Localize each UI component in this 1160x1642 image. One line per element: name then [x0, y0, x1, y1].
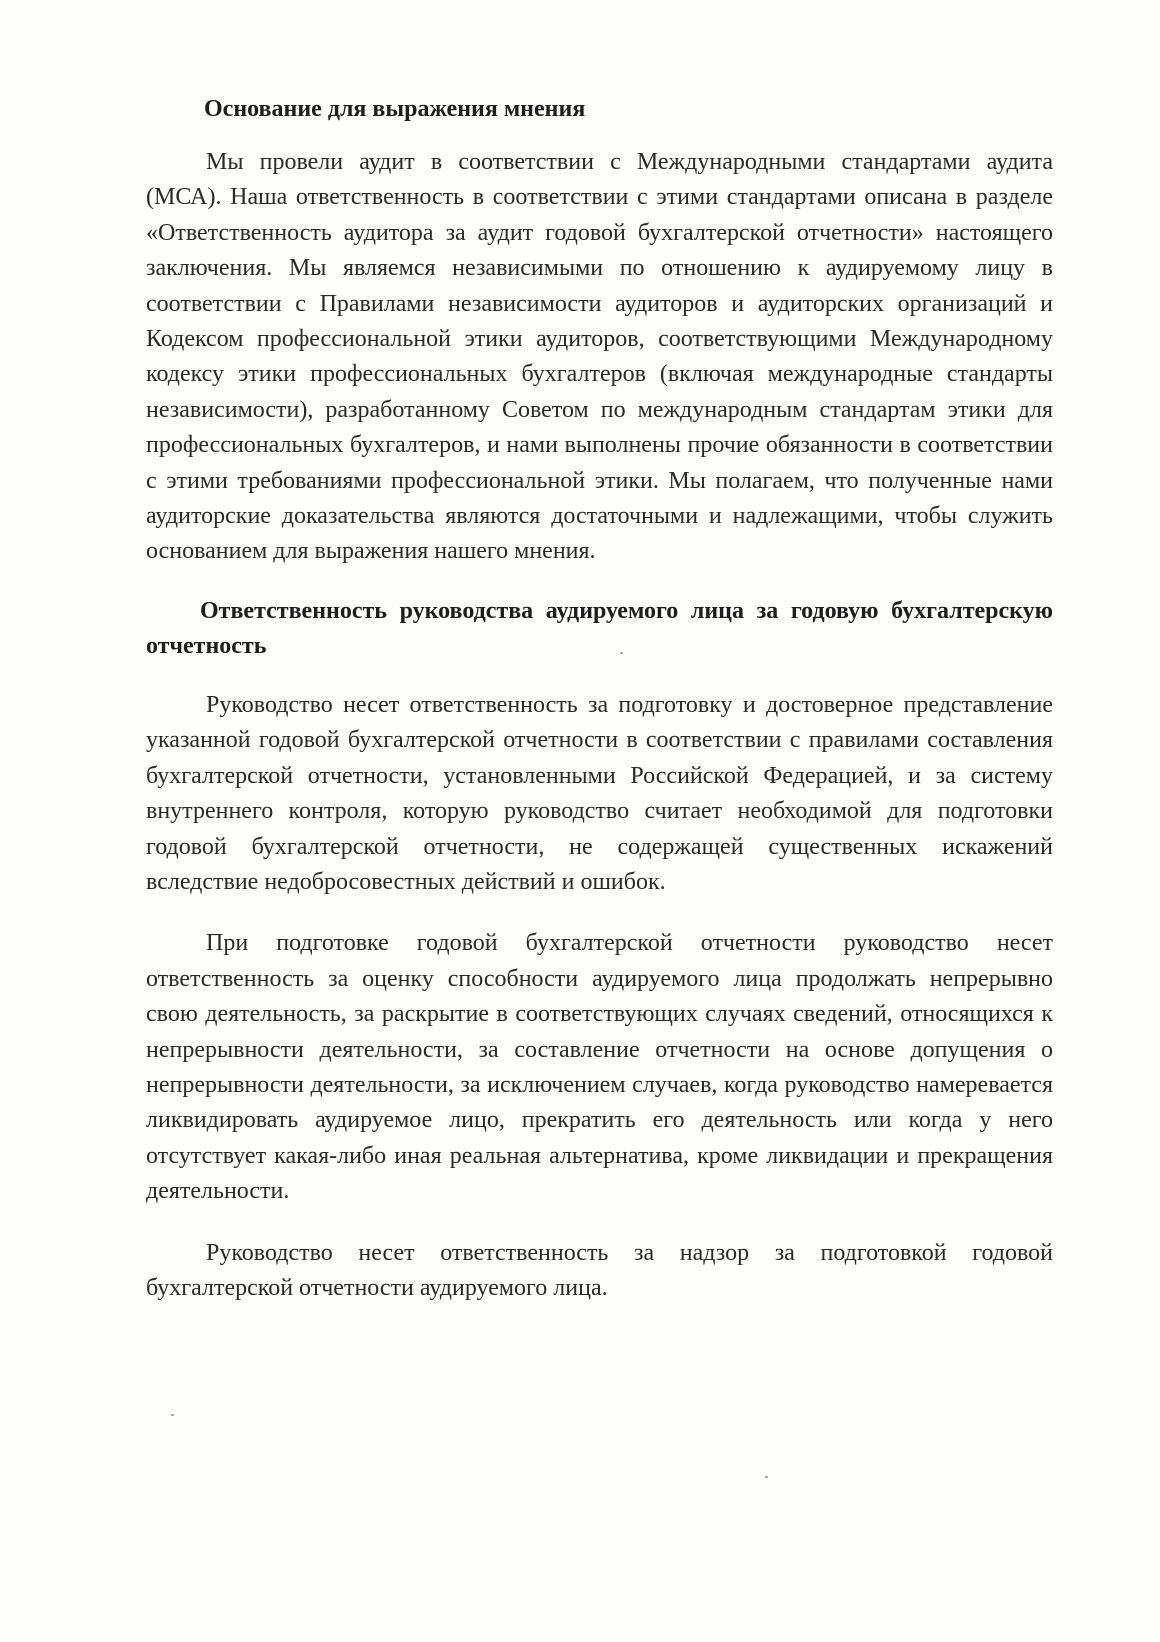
paragraph-management-responsibility-2: При подготовке годовой бухгалтерской отчетности руководство несет ответственность за оценку способности аудируемого лица продолжать непрерывно свою деятельность, за раскрытие в соответствующих случаях сведений, относящихся к непрерывности деятельности, за составление отчетности на основе допущения о непрерывности деятельности, за исключением случаев, когда руководство намеревается ликвидировать аудируемое лицо, прекратить его деятельность или когда у него отсутствует какая-либо иная реальная альтернатива, кроме ликвидации и прекращения деятельности.: [146, 930, 1053, 1205]
scan-speck: [765, 1476, 768, 1478]
section-heading-basis-for-opinion: Основание для выражения мнения: [204, 96, 586, 122]
paragraph-management-responsibility-1: Руководство несет ответственность за подготовку и достоверное представление указанной годовой бухгалтерской отчетности в соответствии с правилами составления бухгалтерской отчетности, установленными Российской Федерацией, и за систему внутреннего контроля, которую руководство считает необходимой для подготовки годовой бухгалтерской отчетности, не содержащей существенных искажений вследствие недобросовестных действий и ошибок.: [146, 691, 1053, 895]
paragraph-basis-for-opinion: Мы провели аудит в соответствии с Международными стандартами аудита (МСА). Наша ответственность в соответствии с этими стандартами описана в разделе «Ответственность аудитора за аудит годовой бухгалтерской отчетности» настоящего заключения. Мы являемся независимыми по отношению к аудируемому лицу в соответствии с Правилами независимости аудиторов и аудиторских организаций и Кодексом профессиональной этики аудиторов, соответствующими Международному кодексу этики профессиональных бухгалтеров (включая международные стандарты независимости), разработанному Советом по международным стандартам этики для профессиональных бухгалтеров, и нами выполнены прочие обязанности в соответствии с этими требованиями профессиональной этики. Мы полагаем, что полученные нами аудиторские доказательства являются достаточными и надлежащими, чтобы служить основанием для выражения нашего мнения.: [146, 149, 1053, 565]
scan-speck: [620, 652, 623, 654]
section-heading-management-responsibility: Ответственность руководства аудируемого лица за годовую бухгалтерскую отчетность: [146, 597, 1053, 659]
paragraph-management-responsibility-3: Руководство несет ответственность за надзор за подготовкой годовой бухгалтерской отчетности аудируемого лица.: [146, 1239, 1053, 1301]
scan-speck: [171, 1414, 174, 1416]
page-content: [146, 92, 1053, 1306]
